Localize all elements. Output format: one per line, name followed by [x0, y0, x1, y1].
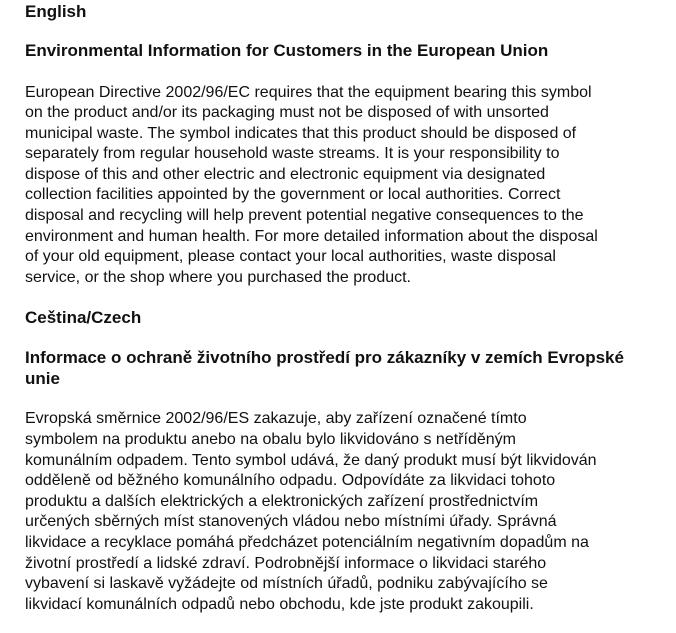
language-title-english: English: [25, 2, 87, 21]
text-line: produktu a dalších elektrických a elektronických zařízení prostřednictvím: [25, 492, 539, 510]
text-line: collection facilities appointed by the government or local authorities. Correct: [25, 186, 561, 204]
text-line: service, or the shop where you purchased the product.: [25, 268, 411, 286]
text-line: likvidací komunálních odpadů nebo obchodu, kde jste produkt zakoupili.: [25, 595, 534, 613]
text-line: dispose of this and other electric and electronic equipment via designated: [25, 165, 546, 183]
text-line: on the product and/or its packaging must not be disposed of with unsorted: [25, 104, 549, 122]
text-line: Evropská směrnice 2002/96/ES zakazuje, aby zařízení označené tímto: [25, 410, 527, 428]
language-title-czech: Ceština/Czech: [25, 308, 142, 328]
text-line: environment and human health. For more detailed information about the disposal: [25, 227, 598, 245]
section-heading-english: Environmental Information for Customers in the European Union: [25, 41, 549, 60]
text-line: vybavení si laskavě vyžádejte od místních úřadů, podniku zabývajícího se: [25, 575, 548, 593]
text-line: životní prostředí a lidské zdraví. Podrobnější informace o likvidaci starého: [25, 554, 547, 572]
text-line: of your old equipment, please contact your local authorities, waste disposal: [25, 248, 556, 266]
text-line: European Directive 2002/96/EC requires that the equipment bearing this symbol: [25, 83, 592, 101]
body-paragraph-english: [25, 83, 676, 289]
section-heading-czech: [25, 348, 676, 389]
heading-line: Informace o ochraně životního prostředí pro zákazníky v zemích Evropské: [25, 348, 624, 368]
english-section: [25, 2, 676, 288]
czech-section: [25, 308, 676, 615]
text-line: separately from regular household waste streams. It is your responsibility to: [25, 145, 560, 163]
body-paragraph-czech: [25, 409, 676, 615]
text-line: odděleně od běžného komunálního odpadu. Odpovídáte za likvidaci tohoto: [25, 472, 556, 490]
text-line: určených sběrných míst stanovených vládou nebo místními úřady. Správná: [25, 513, 557, 531]
text-line: disposal and recycling will help prevent potential negative consequences to the: [25, 207, 584, 225]
text-line: likvidace a recyklace pomáhá předcházet potenciálním negativním dopadům na: [25, 534, 589, 551]
heading-line: unie: [25, 368, 60, 388]
text-line: komunálním odpadem. Tento symbol udává, že daný produkt musí být likvidován: [25, 451, 597, 469]
text-line: symbolem na produktu anebo na obalu bylo likvidováno s netříděným: [25, 431, 516, 449]
text-line: municipal waste. The symbol indicates that this product should be disposed of: [25, 124, 577, 142]
